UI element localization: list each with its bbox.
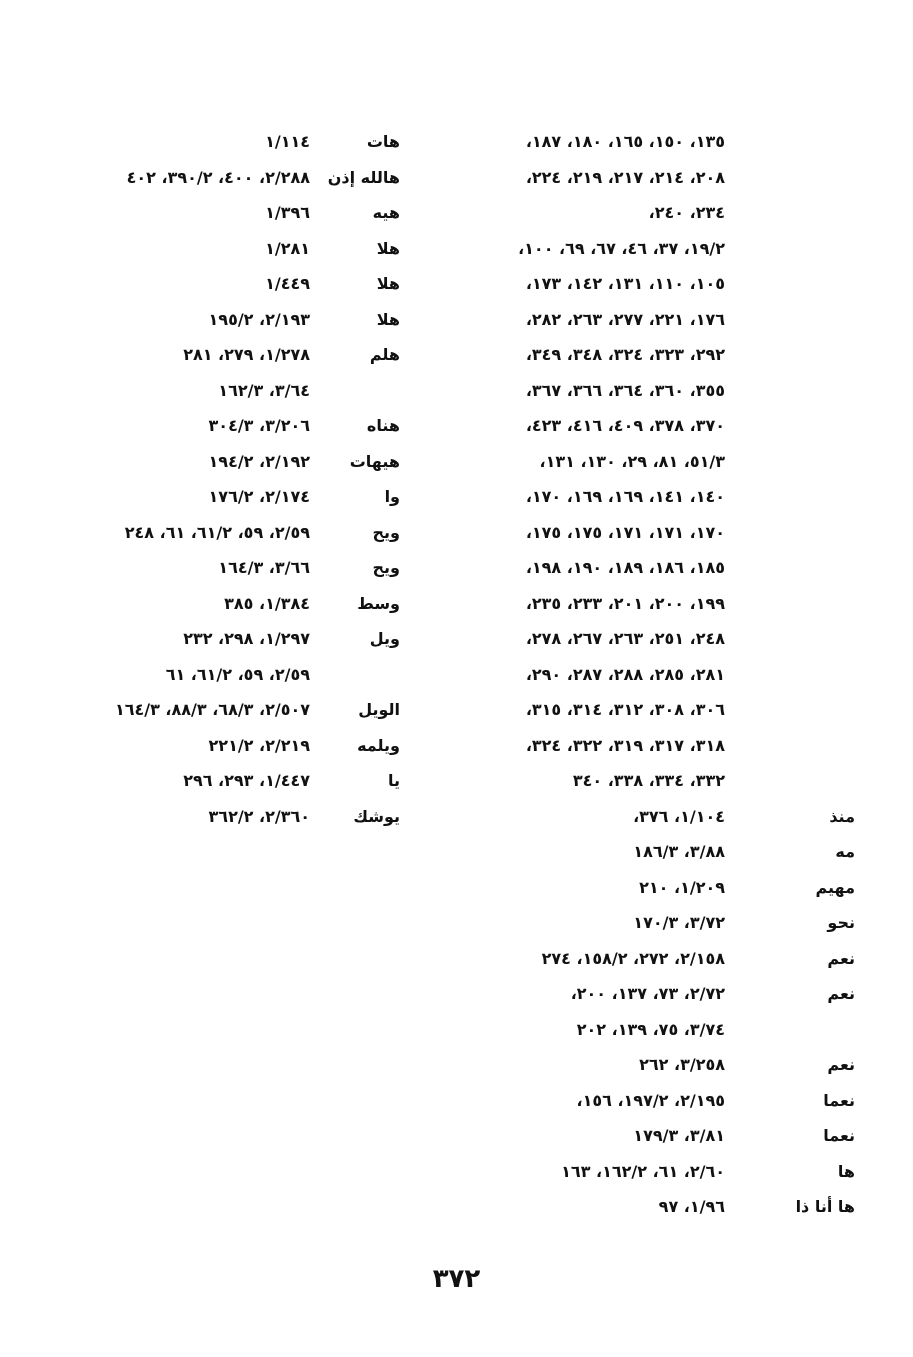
index-term: نعم	[827, 948, 855, 968]
index-term: نعم	[827, 984, 855, 1003]
page-references: ٣٠٦، ٣٠٨، ٣١٢، ٣١٤، ٣١٥،	[525, 700, 725, 719]
index-term: نعم	[827, 1055, 855, 1074]
page-references: ١٩/٢، ٣٧، ٤٦، ٦٧، ٦٩، ١٠٠،	[518, 238, 725, 258]
index-entry	[455, 1122, 855, 1158]
page-references: ١/٢٨١	[265, 238, 310, 258]
page-references: ٣١٨، ٣١٧، ٣١٩، ٣٢٢، ٣٢٤،	[525, 735, 725, 755]
page-references: ٣/٦٦، ١٦٤/٣	[218, 558, 310, 577]
page-number: ٣٧٢	[432, 1264, 481, 1294]
index-term: يوشك	[353, 806, 400, 826]
page-references: ١/٣٨٤، ٣٨٥	[224, 593, 310, 613]
page-references: ١/٤٤٩	[265, 274, 310, 293]
index-term: هناه	[366, 416, 400, 435]
page-references: ٢/١٩٢، ١٩٤/٢	[208, 451, 310, 471]
index-term: هيهات	[349, 451, 400, 471]
index-entry	[455, 199, 855, 235]
index-term: منذ	[829, 806, 855, 826]
page-references: ٢/٥٩، ٥٩، ٦١/٢، ٦١	[165, 664, 310, 684]
page-references: ٣/٨٨، ١٨٦/٣	[633, 842, 725, 861]
index-entry	[455, 590, 855, 626]
index-entry	[455, 377, 855, 413]
index-term: ها أنا ذا	[795, 1197, 855, 1216]
index-entry	[455, 1016, 855, 1052]
index-entry	[60, 696, 400, 732]
index-entry	[455, 767, 855, 803]
index-term: ويح	[372, 522, 400, 542]
page-references: ١٠٥، ١١٠، ١٣١، ١٤٢، ١٧٣،	[525, 274, 725, 293]
page-references: ١/٤٤٧، ٢٩٣، ٢٩٦	[183, 771, 310, 790]
index-entry	[60, 767, 400, 803]
page-references: ٢/٧٢، ٧٣، ١٣٧، ٢٠٠،	[570, 984, 725, 1003]
index-term: ويلمه	[357, 735, 400, 755]
index-entry	[60, 448, 400, 484]
page-references: ٣/٨١، ١٧٩/٣	[633, 1126, 725, 1145]
index-entry	[455, 1193, 855, 1229]
page-references: ٣/٧٢، ١٧٠/٣	[633, 913, 725, 932]
page-references: ١/٩٦، ٩٧	[658, 1197, 725, 1216]
index-entry	[455, 1051, 855, 1087]
index-term: نعما	[823, 1090, 855, 1110]
index-term: وا	[384, 487, 400, 506]
page-references: ٣/٦٤، ١٦٢/٣	[218, 380, 310, 400]
page-references: ٣/٢٠٦، ٣٠٤/٣	[208, 416, 310, 435]
index-entry	[455, 1087, 855, 1123]
page-references: ١٨٥، ١٨٦، ١٨٩، ١٩٠، ١٩٨،	[525, 558, 725, 577]
page-references: ٢/٥٠٧، ٦٨/٣، ٨٨/٣، ١٦٤/٣	[114, 700, 310, 719]
index-entry	[60, 590, 400, 626]
index-term: هات	[366, 132, 400, 151]
index-term: يا	[387, 771, 400, 790]
index-entry	[455, 625, 855, 661]
index-entry	[455, 164, 855, 200]
index-entry	[60, 412, 400, 448]
page-references: ١٤٠، ١٤١، ١٦٩، ١٦٩، ١٧٠،	[525, 487, 725, 506]
page-references: ٣٣٢، ٣٣٤، ٣٣٨، ٣٤٠	[572, 771, 725, 790]
page-references: ٣/٧٤، ٧٥، ١٣٩، ٢٠٢	[576, 1019, 725, 1039]
page-references: ١٧٦، ٢٢١، ٢٧٧، ٢٦٣، ٢٨٢،	[525, 309, 725, 329]
index-term: هلم	[369, 345, 400, 364]
page-references: ١/٢٩٧، ٢٩٨، ٢٣٢	[183, 629, 310, 648]
index-entry	[60, 732, 400, 768]
page-references: ٢/٢٨٨، ٤٠٠، ٣٩٠/٢، ٤٠٢	[126, 167, 310, 187]
page-references: ٢/١٧٤، ١٧٦/٢	[208, 487, 310, 506]
index-entry	[60, 377, 400, 413]
page-references: ١/٢٧٨، ٢٧٩، ٢٨١	[183, 345, 310, 364]
page-references: ١/١١٤	[265, 132, 310, 151]
index-entry	[455, 980, 855, 1016]
index-entry	[455, 661, 855, 697]
index-entry	[455, 803, 855, 839]
page-references: ٢٩٢، ٣٢٣، ٣٢٤، ٣٤٨، ٣٤٩،	[525, 345, 725, 364]
index-entry	[455, 838, 855, 874]
index-entry	[60, 661, 400, 697]
index-term: هلا	[376, 274, 400, 293]
page-references: ٢٠٨، ٢١٤، ٢١٧، ٢١٩، ٢٢٤،	[525, 167, 725, 187]
index-entry	[455, 519, 855, 555]
index-entry	[60, 625, 400, 661]
index-term: هلا	[376, 238, 400, 258]
index-term: مه	[835, 842, 855, 861]
index-entry	[455, 306, 855, 342]
page-references: ٣٧٠، ٣٧٨، ٤٠٩، ٤١٦، ٤٢٣،	[525, 416, 725, 435]
index-term: ويل	[369, 629, 400, 648]
index-column-left	[60, 128, 400, 838]
page-references: ٣/٢٥٨، ٢٦٢	[639, 1055, 725, 1074]
page-references: ٢/١٩٥، ١٩٧/٢، ١٥٦،	[576, 1090, 725, 1110]
index-entry	[455, 909, 855, 945]
index-entry	[455, 1158, 855, 1194]
page-references: ٢٨١، ٢٨٥، ٢٨٨، ٢٨٧، ٢٩٠،	[525, 664, 725, 684]
index-entry	[455, 554, 855, 590]
page-references: ٥١/٣، ٨١، ٢٩، ١٣٠، ١٣١،	[539, 451, 725, 471]
index-entry	[455, 483, 855, 519]
index-entry	[60, 235, 400, 271]
index-entry	[60, 164, 400, 200]
index-entry	[455, 696, 855, 732]
index-term: نحو	[827, 913, 855, 932]
page-references: ٢/٣٦٠، ٣٦٢/٢	[208, 806, 310, 826]
index-entry	[455, 235, 855, 271]
index-entry	[455, 945, 855, 981]
page-references: ١/٣٩٦	[265, 203, 310, 222]
index-entry	[455, 874, 855, 910]
index-entry	[60, 554, 400, 590]
index-entry	[455, 128, 855, 164]
index-entry	[455, 448, 855, 484]
index-term: هيه	[372, 203, 400, 222]
page-references: ٢/٦٠، ٦١، ١٦٢/٢، ١٦٣	[561, 1161, 725, 1181]
index-term: هالله إذن	[327, 167, 400, 187]
index-term: وسط	[357, 593, 400, 613]
index-entry	[60, 341, 400, 377]
page-references: ٢/١٩٣، ١٩٥/٢	[208, 309, 310, 329]
index-entry	[455, 732, 855, 768]
index-term: نعما	[823, 1126, 855, 1145]
index-entry	[60, 128, 400, 164]
index-entry	[455, 412, 855, 448]
page-references: ١٩٩، ٢٠٠، ٢٠١، ٢٣٣، ٢٣٥،	[525, 593, 725, 613]
page-references: ٢٤٨، ٢٥١، ٢٦٣، ٢٦٧، ٢٧٨،	[525, 629, 725, 648]
page-references: ٢/٥٩، ٥٩، ٦١/٢، ٦١، ٢٤٨	[124, 522, 310, 542]
page-references: ١/٢٠٩، ٢١٠	[639, 877, 725, 897]
index-term: هلا	[376, 309, 400, 329]
index-column-right	[455, 128, 855, 1229]
index-term: الويل	[358, 700, 400, 719]
index-term: ويح	[372, 558, 400, 577]
index-term: مهيم	[815, 877, 855, 897]
page-references: ٣٥٥، ٣٦٠، ٣٦٤، ٣٦٦، ٣٦٧،	[525, 380, 725, 400]
index-entry	[60, 519, 400, 555]
page-references: ٢/١٥٨، ٢٧٢، ١٥٨/٢، ٢٧٤	[541, 948, 725, 968]
index-entry	[60, 803, 400, 839]
page-references: ٢/٢١٩، ٢٢١/٢	[208, 735, 310, 755]
index-entry	[455, 341, 855, 377]
index-entry	[60, 306, 400, 342]
page-references: ١٧٠، ١٧١، ١٧١، ١٧٥، ١٧٥،	[525, 522, 725, 542]
index-entry	[60, 199, 400, 235]
page-references: ٢٣٤، ٢٤٠،	[648, 203, 725, 222]
page-references: ١٣٥، ١٥٠، ١٦٥، ١٨٠، ١٨٧،	[525, 132, 725, 151]
index-term: ها	[837, 1161, 855, 1181]
index-entry	[60, 483, 400, 519]
index-entry	[60, 270, 400, 306]
index-entry	[455, 270, 855, 306]
page-references: ١/١٠٤، ٣٧٦،	[633, 806, 725, 826]
